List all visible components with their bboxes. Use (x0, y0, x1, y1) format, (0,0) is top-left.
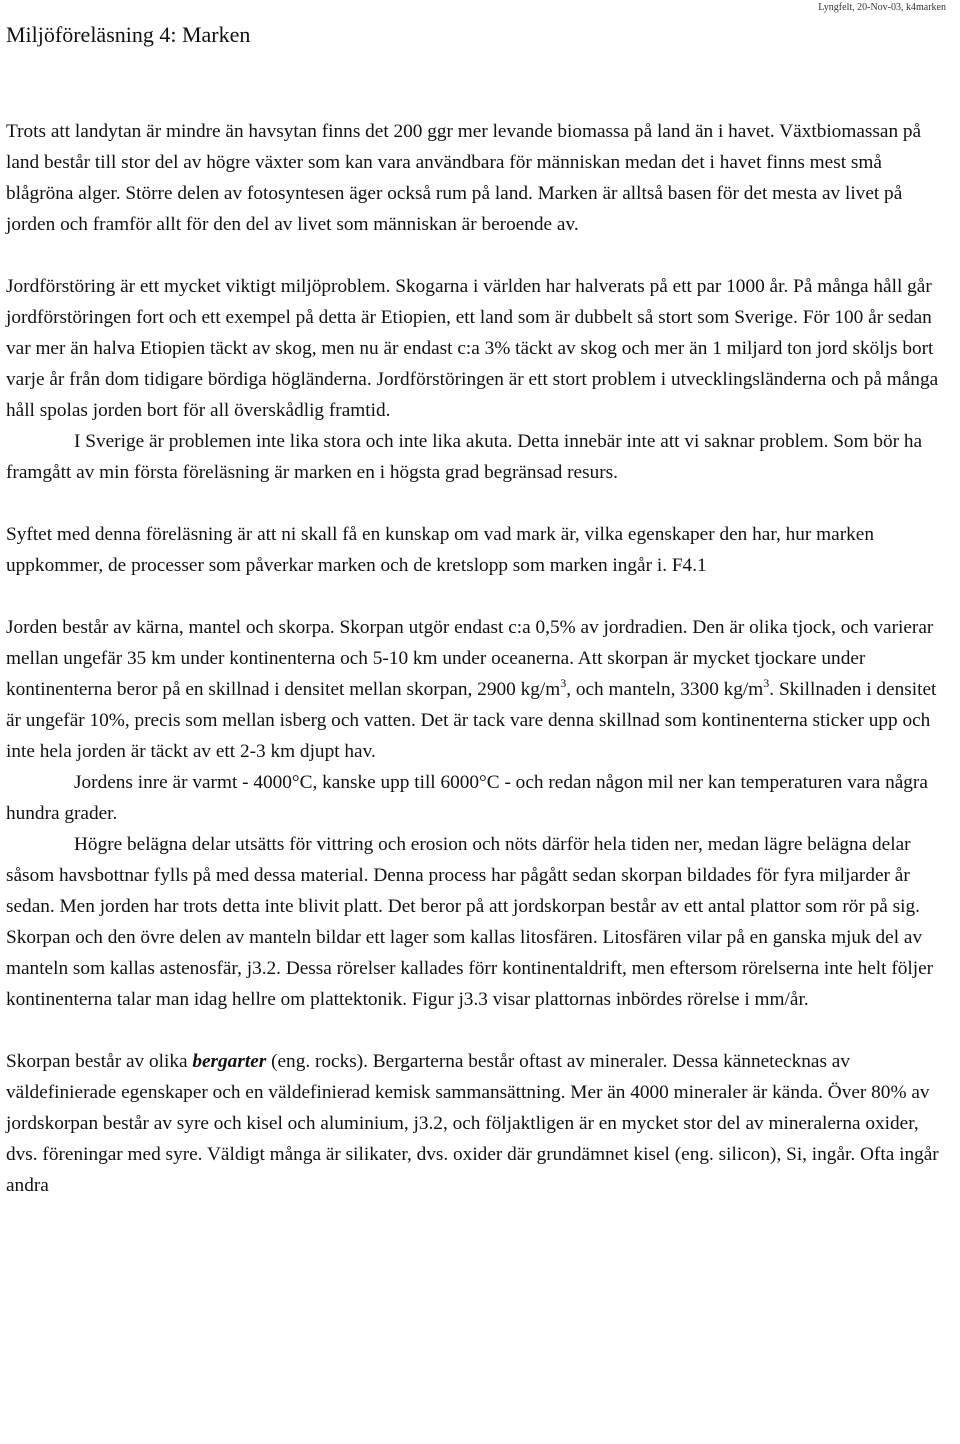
term-bergarter: bergarter (192, 1051, 267, 1072)
text-run: (eng. rocks). Bergarterna består oftast av mineraler. Dessa kännetecknas av väldefinierade egenskaper och en väldefinierad kemisk sammansättning. Mer än 4000 mineraler är kända. Över 80% av jordskorpan består av syre och kisel och aluminium, j3.2, och följaktligen är en mycket stor del av mineralerna oxider, dvs. föreningar med syre. Väldigt många är silikater, dvs. oxider där grundämnet kisel (eng. silicon), Si, ingår. Ofta ingår andra (6, 1051, 939, 1196)
running-header: Lyngfelt, 20-Nov-03, k4marken (818, 2, 946, 13)
document-title: Miljöföreläsning 4: Marken (6, 22, 251, 47)
paragraph-sweden: I Sverige är problemen inte lika stora och inte lika akuta. Detta innebär inte att vi saknar problem. Som bör ha framgått av min första föreläsning är marken en i högsta grad begränsad resurs. (6, 431, 923, 483)
document-body (6, 116, 954, 1201)
text-run: , och manteln, 3300 kg/m (566, 679, 764, 700)
paragraph-earth-structure (6, 612, 954, 767)
superscript: 3 (763, 676, 770, 690)
paragraph-biomass: Trots att landytan är mindre än havsytan finns det 200 ggr mer levande biomassa på land än i havet. Växtbiomassan på land består till stor del av högre växter som kan vara användbara för människan medan det i havet finns mest små blågröna alger. Större delen av fotosyntesen äger också rum på land. Marken är alltså basen för det mesta av livet på jorden och framför allt för den del av livet som människan är beroende av. (6, 121, 922, 235)
text-run: Skorpan består av olika (6, 1051, 193, 1072)
text-run: . Skillnaden i densitet är ungefär 10%, precis som mellan isberg och vatten. Det är tack vare denna skillnad som kontinenterna sticker upp och inte hela jorden är täckt av ett 2-3 km djupt hav. (6, 679, 937, 762)
text-run: Jorden består av kärna, mantel och skorpa. Skorpan utgör endast c:a 0,5% av jordradien. Den är olika tjock, och varierar mellan ungefär 35 km under kontinenterna och 5-10 km under oceanerna. Att skorpan är mycket tjockare under kontinenterna beror på en skillnad i densitet mellan skorpan, 2900 kg/m (6, 617, 934, 700)
superscript: 3 (560, 676, 567, 690)
paragraph-plate-tectonics: Högre belägna delar utsätts för vittring och erosion och nöts därför hela tiden ner, medan lägre belägna delar såsom havsbottnar fylls på med dessa material. Denna process har pågått sedan skorpan bildades för fyra miljarder år sedan. Men jorden har trots detta inte blivit platt. Det beror på att jordskorpan består av ett antal plattor som rör på sig. Skorpan och den övre delen av manteln bildar ett lager som kallas litosfären. Litosfären vilar på en ganska mjuk del av manteln som kallas astenosfär, j3.2. Dessa rörelser kallades förr kontinentaldrift, men eftersom rörelserna inte helt följer kontinenterna talar man idag hellre om plattektonik. Figur j3.3 visar plattornas inbördes rörelse i mm/år. (6, 834, 934, 1010)
paragraph-purpose: Syftet med denna föreläsning är att ni skall få en kunskap om vad mark är, vilka egenskaper den har, hur marken uppkommer, de processer som påverkar marken och de kretslopp som marken ingår i. F4.1 (6, 524, 874, 576)
paragraph-soil-degradation: Jordförstöring är ett mycket viktigt miljöproblem. Skogarna i världen har halverats på ett par 1000 år. På många håll går jordförstöringen fort och ett exempel på detta är Etiopien, ett land som är dubbelt så stort som Sverige. För 100 år sedan var mer än halva Etiopien täckt av skog, men nu är endast c:a 3% täckt av skog och mer än 1 miljard ton jord sköljs bort varje år från dom tidigare bördiga högländerna. Jordförstöringen är ett stort problem i utvecklingsländerna och på många håll spolas jorden bort för all överskådlig framtid. (6, 276, 939, 421)
paragraph-rocks-minerals (6, 1046, 954, 1201)
paragraph-earth-interior: Jordens inre är varmt - 4000°C, kanske upp till 6000°C - och redan någon mil ner kan temperaturen vara några hundra grader. (6, 772, 928, 824)
